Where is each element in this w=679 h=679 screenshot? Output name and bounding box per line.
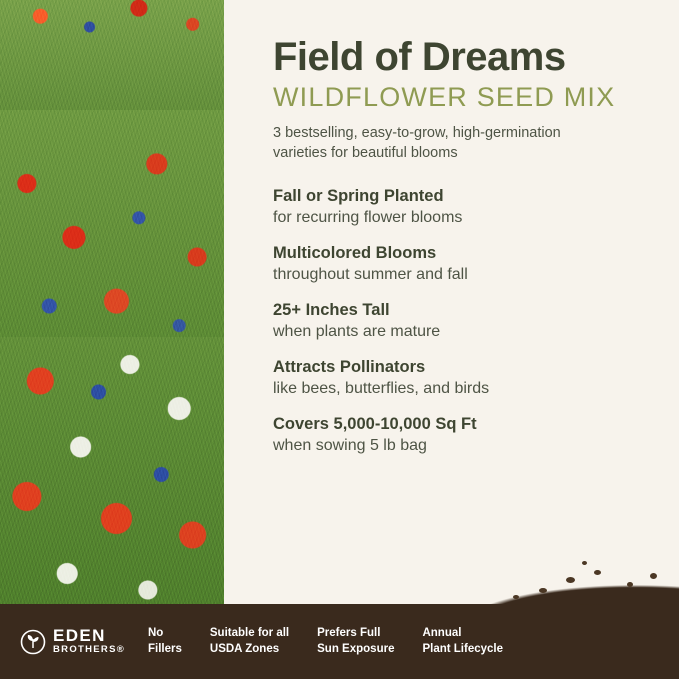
feature-heading: Attracts Pollinators: [273, 358, 426, 376]
product-tagline: 3 bestselling, easy-to-grow, high-germination varieties for beautiful blooms: [273, 125, 561, 161]
feature-item: [273, 187, 651, 227]
badge-line1: Suitable for all: [209, 626, 290, 639]
feature-description: when sowing 5 lb bag: [273, 437, 427, 454]
feature-item: [273, 244, 651, 284]
feature-item: [273, 358, 651, 398]
feature-description: when plants are mature: [273, 323, 441, 340]
feature-description: throughout summer and fall: [273, 266, 468, 283]
soil-speck: [539, 588, 547, 593]
footer-content: [0, 604, 679, 679]
soil-speck: [566, 577, 575, 583]
wildflower-field-photo: [0, 0, 224, 612]
badge-line2: Sun Exposure: [317, 642, 395, 655]
soil-speck: [594, 570, 601, 575]
feature-item: [273, 301, 651, 341]
apple-tree-icon: [20, 629, 46, 655]
brand-logo[interactable]: [20, 627, 148, 655]
brand-name-line1: EDEN: [53, 626, 106, 646]
feature-heading: Fall or Spring Planted: [273, 187, 444, 205]
badge-line1: Annual: [422, 626, 462, 639]
product-subtitle: WILDFLOWER SEED MIX: [273, 82, 616, 112]
feature-item: [273, 415, 651, 455]
footer-badge-plant-lifecycle: [422, 626, 503, 657]
soil-speck: [627, 582, 633, 587]
feature-heading: Covers 5,000-10,000 Sq Ft: [273, 415, 477, 433]
soil-speck: [513, 595, 519, 599]
soil-speck: [582, 561, 587, 565]
product-details-panel: [224, 0, 679, 612]
badge-line2: Plant Lifecycle: [422, 642, 504, 655]
footer-badge-no-fillers: [148, 626, 182, 657]
feature-heading: 25+ Inches Tall: [273, 301, 390, 319]
brand-name-line2: BROTHERS®: [53, 644, 126, 656]
footer-badge-usda-zones: [210, 626, 289, 657]
feature-description: for recurring flower blooms: [273, 209, 463, 226]
feature-heading: Multicolored Blooms: [273, 244, 437, 262]
badge-line1: No: [148, 626, 164, 639]
badge-line1: Prefers Full: [317, 626, 381, 639]
brand-name: [53, 627, 125, 655]
badge-line2: USDA Zones: [209, 642, 280, 655]
feature-description: like bees, butterflies, and birds: [273, 380, 490, 397]
photo-texture-overlay: [0, 0, 224, 612]
badge-line2: Fillers: [148, 642, 182, 655]
product-title: Field of Dreams: [273, 35, 566, 79]
footer-badge-sun-exposure: [317, 626, 394, 657]
soil-speck: [650, 573, 657, 579]
